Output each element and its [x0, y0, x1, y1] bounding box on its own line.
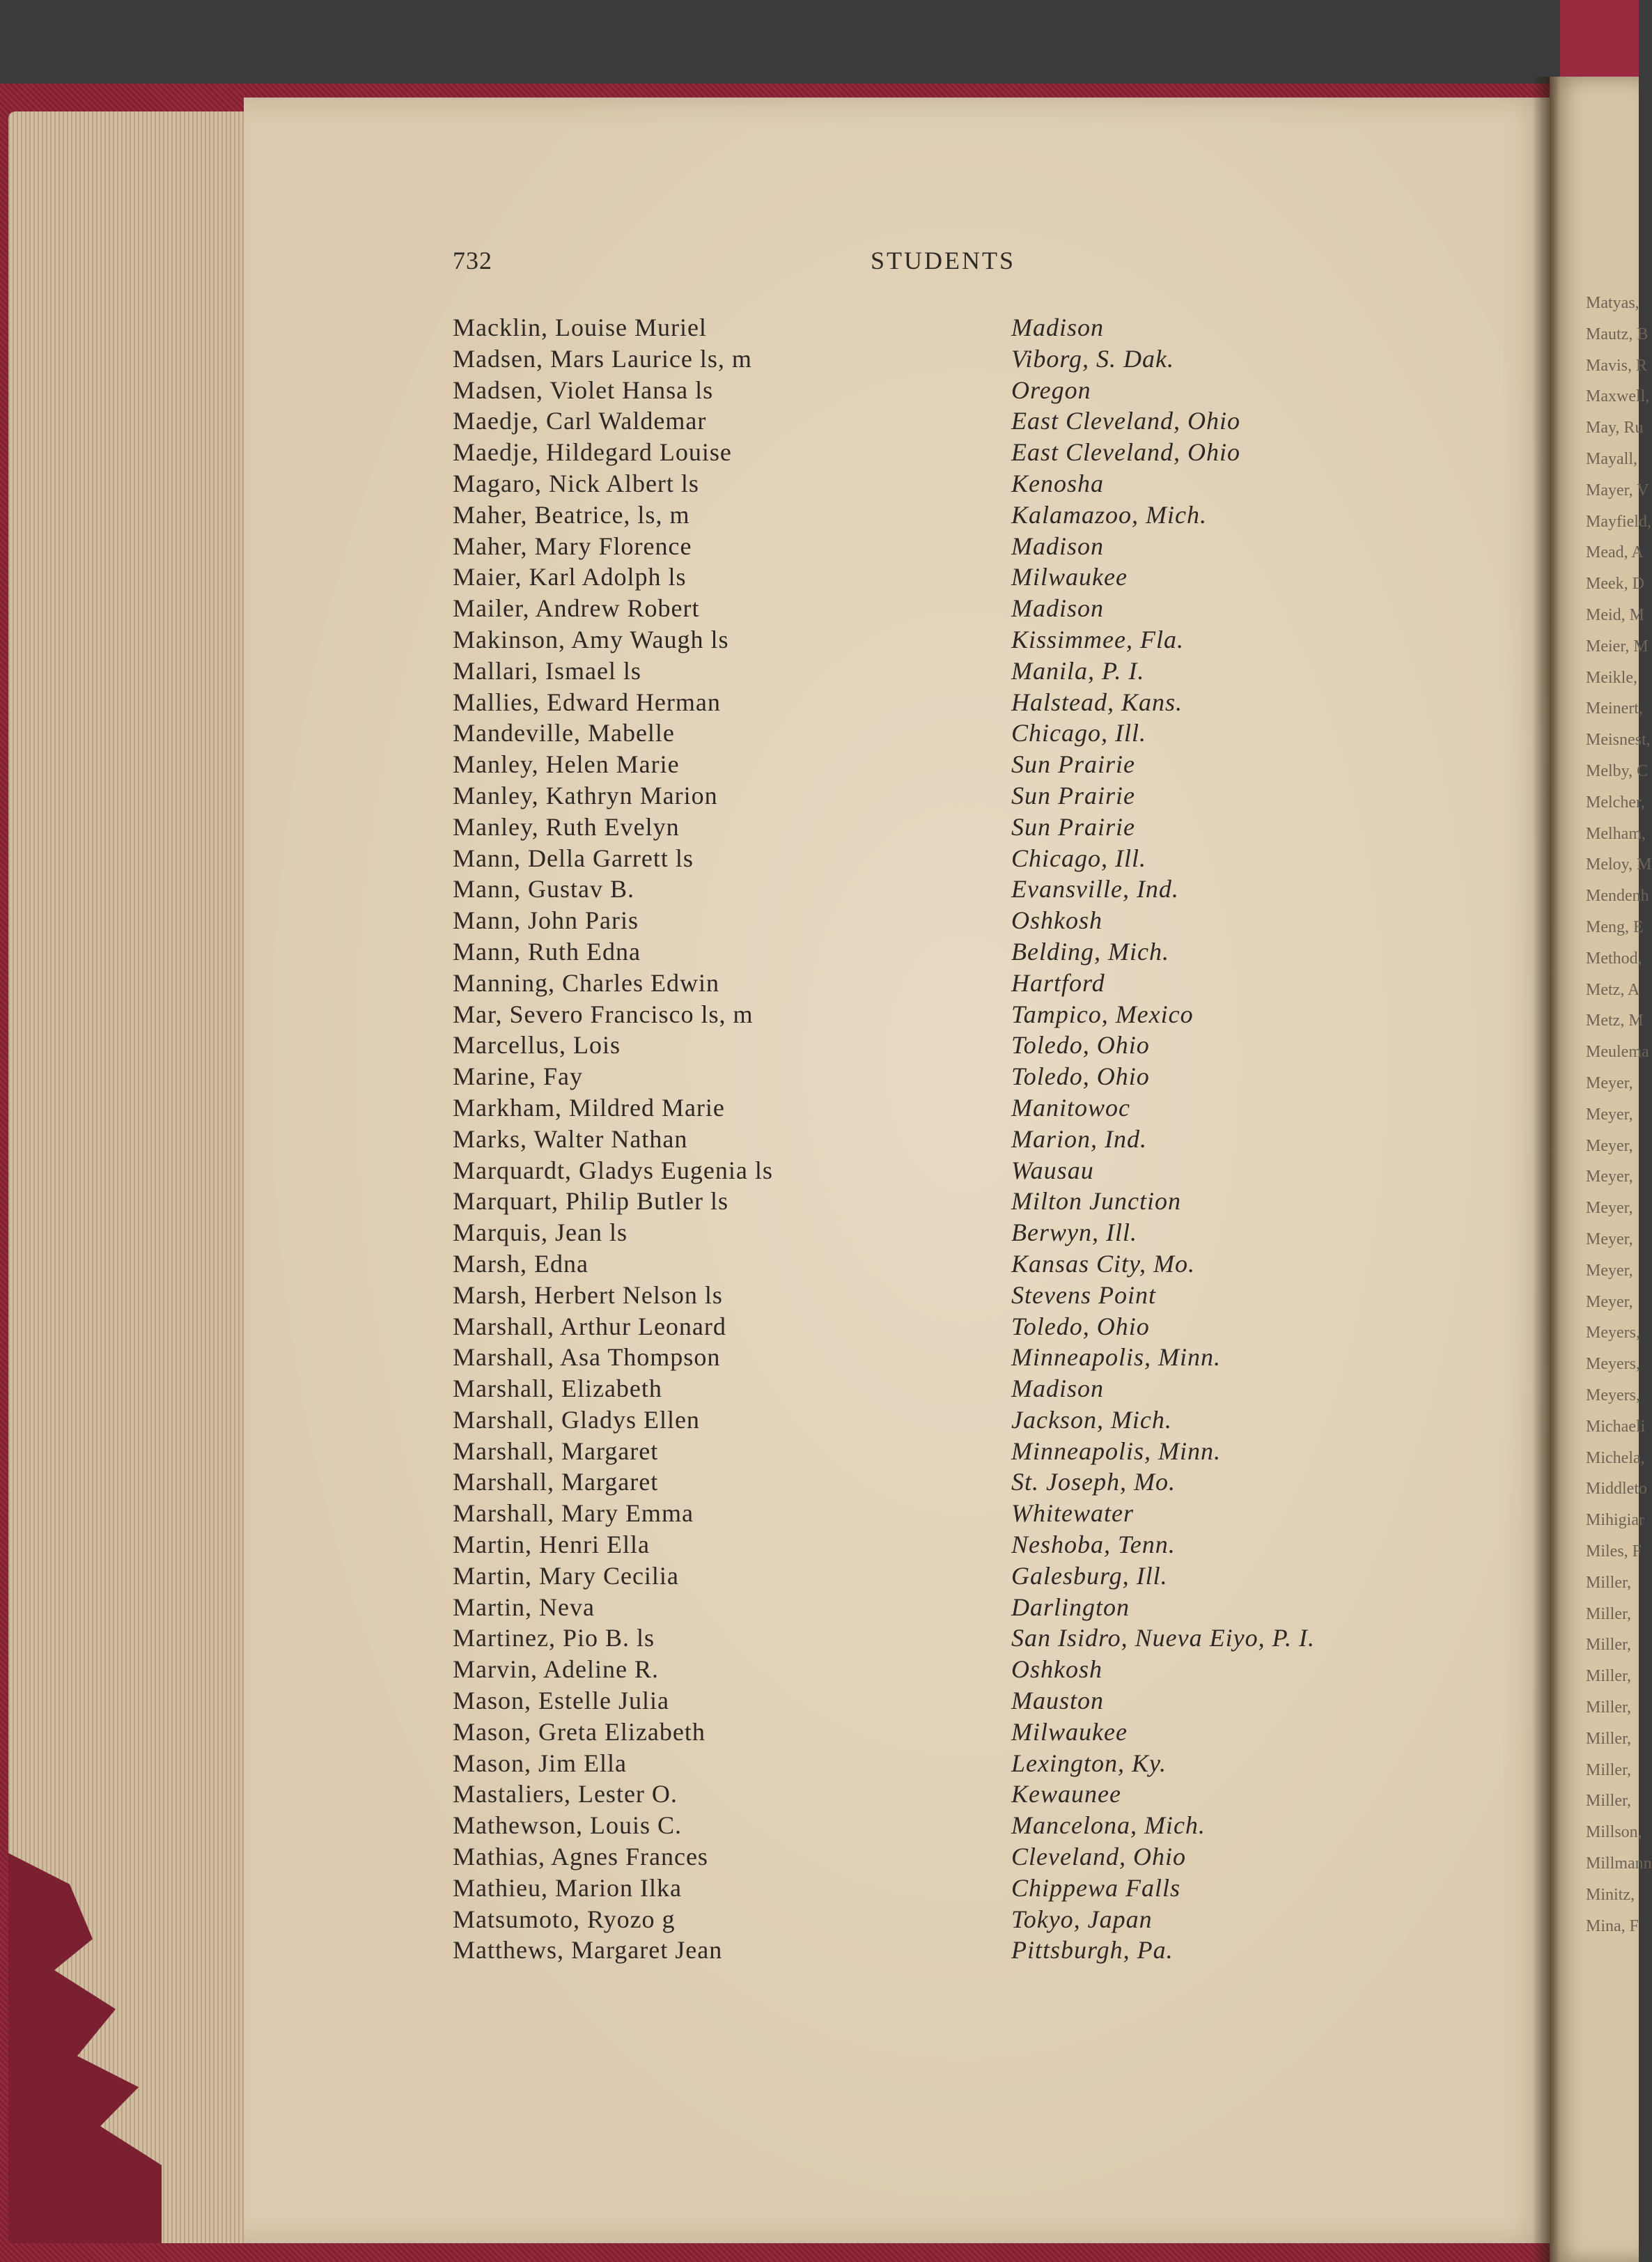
student-entry [453, 1841, 1539, 1873]
student-hometown: Chicago, Ill. [1011, 719, 1146, 747]
facing-page-text: Meinert, [1586, 699, 1643, 718]
student-entry [453, 874, 1539, 905]
student-entry [453, 405, 1539, 437]
student-entry [453, 687, 1539, 718]
student-name: Manning, Charles Edwin [453, 968, 719, 997]
facing-page-text: Miller, [1586, 1573, 1632, 1592]
student-hometown: Darlington [1011, 1593, 1130, 1621]
student-entry [453, 437, 1539, 468]
facing-page-text: Meyer, [1586, 1261, 1633, 1280]
facing-page-text: Meid, M [1586, 606, 1644, 624]
student-name: Mallies, Edward Herman [453, 688, 721, 716]
student-hometown: Minneapolis, Minn. [1011, 1436, 1221, 1465]
student-entry [453, 718, 1539, 749]
student-hometown: Chippewa Falls [1011, 1873, 1181, 1902]
page-header [0, 246, 1639, 277]
facing-page-text: Meyer, [1586, 1136, 1633, 1155]
page-number: 732 [453, 247, 492, 274]
facing-page-text: Matyas, [1586, 294, 1639, 312]
student-entry [453, 624, 1539, 656]
student-hometown: Jackson, Mich. [1011, 1405, 1172, 1434]
student-hometown: Toledo, Ohio [1011, 1312, 1150, 1340]
facing-page-text: Miles, F [1586, 1542, 1642, 1560]
student-entry [453, 905, 1539, 936]
student-name: Mailer, Andrew Robert [453, 594, 700, 623]
student-entry [453, 656, 1539, 687]
facing-page-text: Mendenh [1586, 887, 1649, 906]
student-hometown: East Cleveland, Ohio [1011, 438, 1240, 467]
student-hometown: Madison [1011, 532, 1104, 560]
student-name: Maedje, Carl Waldemar [453, 407, 707, 435]
student-entry [453, 1498, 1539, 1529]
facing-page-text: May, Ru [1586, 419, 1644, 437]
student-name: Mathewson, Louis C. [453, 1811, 682, 1840]
facing-page-text: Melcher, [1586, 793, 1645, 812]
student-hometown: Madison [1011, 1374, 1104, 1403]
student-name: Martinez, Pio B. ls [453, 1624, 655, 1652]
student-hometown: Stevens Point [1011, 1280, 1156, 1309]
student-name: Maedje, Hildegard Louise [453, 438, 732, 467]
student-entry [453, 561, 1539, 593]
student-hometown: Hartford [1011, 968, 1105, 997]
student-hometown: Halstead, Kans. [1011, 688, 1183, 716]
student-hometown: Sun Prairie [1011, 750, 1135, 779]
facing-page-text: Melham, [1586, 824, 1646, 843]
student-hometown: Kenosha [1011, 469, 1104, 497]
student-entry [453, 1248, 1539, 1280]
student-hometown: Neshoba, Tenn. [1011, 1531, 1176, 1559]
student-name: Marshall, Arthur Leonard [453, 1312, 726, 1340]
student-hometown: Oshkosh [1011, 906, 1102, 935]
student-name: Markham, Mildred Marie [453, 1093, 725, 1122]
student-name: Madsen, Violet Hansa ls [453, 375, 714, 404]
student-name: Marquart, Philip Butler ls [453, 1187, 728, 1216]
student-hometown: Kissimmee, Fla. [1011, 625, 1184, 653]
student-name: Mann, Ruth Edna [453, 937, 641, 966]
facing-page-text: Meisnest, [1586, 731, 1651, 750]
student-entry [453, 1124, 1539, 1155]
student-hometown: Sun Prairie [1011, 812, 1135, 841]
facing-page-text: Mautz, B [1586, 325, 1649, 343]
student-entry [453, 749, 1539, 780]
student-hometown: Wausau [1011, 1156, 1094, 1184]
student-hometown: Minneapolis, Minn. [1011, 1343, 1221, 1372]
student-name: Marine, Fay [453, 1062, 583, 1091]
student-entry [453, 343, 1539, 375]
facing-page-text: Miller, [1586, 1636, 1632, 1655]
student-name: Marshall, Asa Thompson [453, 1343, 721, 1372]
student-name: Mallari, Ismael ls [453, 656, 641, 685]
student-name: Macklin, Louise Muriel [453, 313, 707, 341]
student-hometown: Tokyo, Japan [1011, 1905, 1153, 1933]
facing-page-text: Meyers, [1586, 1355, 1640, 1374]
student-hometown: Milton Junction [1011, 1187, 1181, 1216]
student-name: Marquardt, Gladys Eugenia ls [453, 1156, 773, 1184]
student-hometown: Evansville, Ind. [1011, 875, 1179, 904]
student-entry [453, 968, 1539, 999]
student-entry [453, 312, 1539, 343]
facing-page-text: Michela, [1586, 1448, 1645, 1467]
facing-page-text: Michaeli [1586, 1417, 1646, 1436]
student-hometown: Tampico, Mexico [1011, 1000, 1194, 1028]
facing-page-text: Meyer, [1586, 1230, 1633, 1248]
student-entry [453, 1436, 1539, 1467]
student-entry [453, 1717, 1539, 1748]
student-name: Matsumoto, Ryozo g [453, 1905, 676, 1933]
student-name: Mathieu, Marion Ilka [453, 1873, 682, 1902]
student-name: Maier, Karl Adolph ls [453, 563, 687, 591]
facing-page-text: Meyer, [1586, 1074, 1633, 1092]
student-entry [453, 1061, 1539, 1092]
student-name: Mar, Severo Francisco ls, m [453, 1000, 754, 1028]
student-name: Mason, Jim Ella [453, 1749, 627, 1777]
student-entry [453, 1779, 1539, 1810]
student-name: Marshall, Gladys Ellen [453, 1405, 700, 1434]
facing-page-text: Millmann [1586, 1854, 1652, 1873]
student-name: Marks, Walter Nathan [453, 1124, 688, 1153]
student-entry [453, 843, 1539, 874]
student-hometown: Toledo, Ohio [1011, 1062, 1150, 1091]
facing-page-text: Mayall, [1586, 450, 1637, 468]
running-title: STUDENTS [871, 247, 1016, 274]
facing-page-text: Middleto [1586, 1480, 1647, 1498]
student-name: Marshall, Margaret [453, 1468, 659, 1496]
student-name: Marquis, Jean ls [453, 1218, 628, 1247]
student-name: Maher, Mary Florence [453, 532, 692, 560]
facing-page-text: Miller, [1586, 1760, 1632, 1779]
student-name: Marsh, Herbert Nelson ls [453, 1280, 723, 1309]
student-name: Martin, Neva [453, 1593, 595, 1621]
facing-page-text: Metz, M [1586, 1012, 1644, 1030]
facing-page-text: Meier, M [1586, 637, 1649, 656]
student-name: Magaro, Nick Albert ls [453, 469, 699, 497]
student-name: Mann, Gustav B. [453, 875, 634, 904]
student-hometown: Oregon [1011, 375, 1091, 404]
student-entry [453, 1873, 1539, 1904]
student-entry [453, 1092, 1539, 1124]
student-hometown: Mancelona, Mich. [1011, 1811, 1206, 1840]
student-entry [453, 1342, 1539, 1373]
student-entry [453, 780, 1539, 812]
student-entry [453, 1685, 1539, 1717]
facing-page-text: Mayer, V [1586, 481, 1649, 499]
facing-page-text: Meng, E [1586, 918, 1644, 936]
student-entry [453, 1404, 1539, 1436]
student-name: Mann, John Paris [453, 906, 639, 935]
facing-page-text: Mayfield, [1586, 512, 1651, 531]
student-name: Manley, Ruth Evelyn [453, 812, 680, 841]
facing-page-text: Meyers, [1586, 1386, 1640, 1404]
student-entry [453, 936, 1539, 968]
student-entry [453, 1622, 1539, 1654]
student-name: Maher, Beatrice, ls, m [453, 500, 690, 529]
student-hometown: Manitowoc [1011, 1093, 1130, 1122]
student-name: Marshall, Mary Emma [453, 1499, 694, 1528]
student-hometown: Cleveland, Ohio [1011, 1843, 1186, 1871]
facing-page-text: Maxwell, [1586, 387, 1650, 406]
student-hometown: Milwaukee [1011, 1717, 1128, 1746]
facing-page-text: Melby, C [1586, 762, 1649, 780]
student-entry [453, 1280, 1539, 1311]
facing-page [1550, 77, 1652, 2262]
student-name: Matthews, Margaret Jean [453, 1936, 723, 1965]
student-hometown: Lexington, Ky. [1011, 1749, 1167, 1777]
student-entry [453, 1217, 1539, 1248]
student-entry [453, 1155, 1539, 1186]
student-name: Marvin, Adeline R. [453, 1655, 659, 1684]
student-name: Marcellus, Lois [453, 1031, 621, 1060]
student-entry [453, 1810, 1539, 1841]
student-name: Marshall, Margaret [453, 1436, 659, 1465]
student-entry [453, 1592, 1539, 1623]
student-entry [453, 1560, 1539, 1592]
facing-page-text: Miller, [1586, 1604, 1632, 1623]
facing-page-text: Miller, [1586, 1698, 1632, 1717]
student-name: Mason, Estelle Julia [453, 1687, 669, 1715]
facing-page-text: Miller, [1586, 1729, 1632, 1748]
student-hometown: San Isidro, Nueva Eiyo, P. I. [1011, 1624, 1315, 1652]
student-hometown: Mauston [1011, 1687, 1104, 1715]
student-entry [453, 375, 1539, 406]
student-entry [453, 1748, 1539, 1779]
student-name: Manley, Kathryn Marion [453, 781, 718, 809]
student-hometown: Berwyn, Ill. [1011, 1218, 1137, 1247]
student-name: Martin, Mary Cecilia [453, 1561, 679, 1590]
student-hometown: Kewaunee [1011, 1780, 1121, 1808]
student-name: Martin, Henri Ella [453, 1531, 650, 1559]
student-hometown: East Cleveland, Ohio [1011, 407, 1240, 435]
student-name: Mathias, Agnes Frances [453, 1843, 708, 1871]
student-hometown: Milwaukee [1011, 563, 1128, 591]
student-entry [453, 1904, 1539, 1935]
student-hometown: Oshkosh [1011, 1655, 1102, 1684]
student-hometown: Madison [1011, 594, 1104, 623]
student-hometown: Chicago, Ill. [1011, 844, 1146, 872]
facing-page-text: Mead, A [1586, 543, 1644, 562]
student-entry [453, 1030, 1539, 1061]
facing-page-text: Millson, [1586, 1823, 1642, 1842]
facing-page-text: Mavis, R [1586, 356, 1648, 375]
facing-page-text: Meyer, [1586, 1105, 1633, 1124]
student-hometown: Marion, Ind. [1011, 1124, 1147, 1153]
student-name: Mason, Greta Elizabeth [453, 1717, 706, 1746]
facing-page-text: Miller, [1586, 1792, 1632, 1811]
student-hometown: Whitewater [1011, 1499, 1134, 1528]
student-name: Marshall, Elizabeth [453, 1374, 662, 1403]
facing-page-text: Method, [1586, 949, 1642, 968]
facing-page-text: Meyer, [1586, 1168, 1633, 1186]
student-hometown: St. Joseph, Mo. [1011, 1468, 1176, 1496]
student-entry [453, 1311, 1539, 1342]
student-hometown: Madison [1011, 313, 1104, 341]
facing-page-text: Meulema [1586, 1043, 1649, 1062]
student-name: Mann, Della Garrett ls [453, 844, 694, 872]
student-entry [453, 1186, 1539, 1217]
student-entry [453, 1373, 1539, 1404]
student-entry [453, 1654, 1539, 1685]
student-name: Mandeville, Mabelle [453, 719, 675, 747]
student-hometown: Galesburg, Ill. [1011, 1561, 1168, 1590]
facing-page-text: Meloy, M [1586, 855, 1652, 874]
student-name: Mastaliers, Lester O. [453, 1780, 678, 1808]
student-entry [453, 1529, 1539, 1560]
facing-page-text: Meikle, [1586, 668, 1637, 687]
student-entry [453, 468, 1539, 499]
student-list [453, 312, 1539, 1966]
student-hometown: Pittsburgh, Pa. [1011, 1936, 1174, 1965]
student-entry [453, 999, 1539, 1030]
student-entry [453, 812, 1539, 843]
student-name: Makinson, Amy Waugh ls [453, 625, 729, 653]
student-entry [453, 499, 1539, 531]
student-hometown: Manila, P. I. [1011, 656, 1145, 685]
student-name: Madsen, Mars Laurice ls, m [453, 344, 752, 373]
facing-page-text: Mihigiar [1586, 1511, 1644, 1530]
facing-page-text: Meyer, [1586, 1292, 1633, 1311]
student-hometown: Toledo, Ohio [1011, 1031, 1150, 1060]
student-name: Marsh, Edna [453, 1249, 589, 1278]
facing-page-text: Meek, D [1586, 575, 1644, 594]
student-name: Manley, Helen Marie [453, 750, 680, 779]
facing-page-text: Meyers, [1586, 1324, 1640, 1342]
facing-page-text: Minitz, [1586, 1885, 1635, 1904]
facing-page-text: Miller, [1586, 1667, 1632, 1686]
facing-page-text: Meyer, [1586, 1199, 1633, 1218]
student-entry [453, 1466, 1539, 1498]
student-entry [453, 1935, 1539, 1966]
student-hometown: Belding, Mich. [1011, 937, 1169, 966]
student-entry [453, 531, 1539, 562]
student-hometown: Kansas City, Mo. [1011, 1249, 1196, 1278]
student-entry [453, 593, 1539, 624]
facing-page-text: Metz, A [1586, 980, 1640, 999]
student-hometown: Kalamazoo, Mich. [1011, 500, 1207, 529]
student-hometown: Viborg, S. Dak. [1011, 344, 1174, 373]
facing-page-text: Mina, F [1586, 1916, 1639, 1935]
student-hometown: Sun Prairie [1011, 781, 1135, 809]
